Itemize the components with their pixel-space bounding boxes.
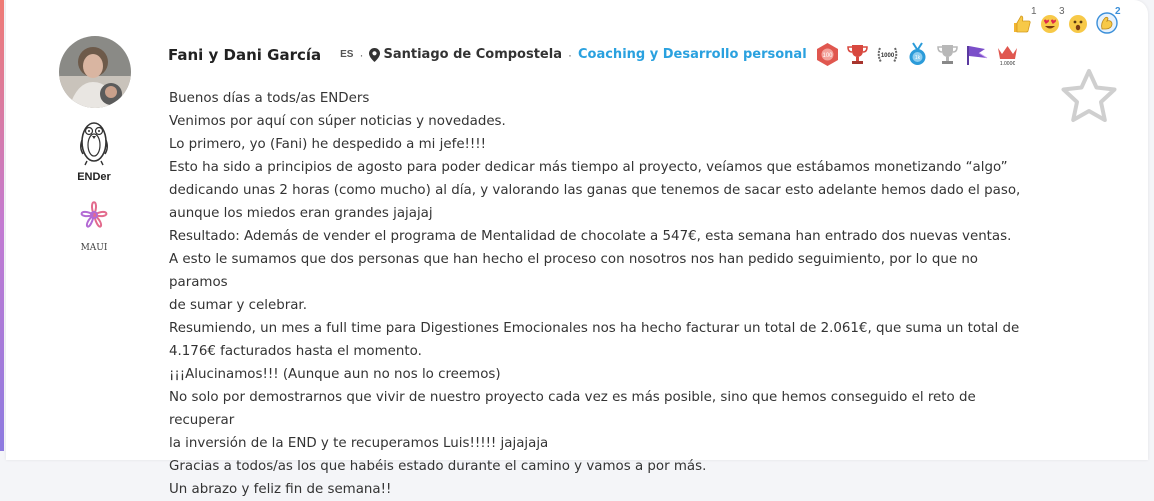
- flower-icon: [71, 194, 117, 238]
- accent-bar: [0, 0, 4, 451]
- heart-eyes-icon: [1040, 14, 1060, 34]
- ender-badge[interactable]: [63, 114, 125, 183]
- trophy-silver-icon: [935, 42, 960, 67]
- thumbs-up-icon: [1012, 14, 1032, 34]
- svg-text:100: 100: [822, 53, 833, 59]
- achievement-list: [815, 42, 1020, 67]
- reaction-flexed-arm[interactable]: [1096, 6, 1121, 34]
- location-pin-icon: [369, 48, 380, 62]
- post-line: Venimos por aquí con súper noticias y novedades.: [169, 114, 506, 129]
- location: [369, 47, 562, 62]
- medal-100-icon: [815, 42, 840, 67]
- svg-text:1000: 1000: [880, 53, 894, 59]
- maui-badge[interactable]: [63, 194, 125, 253]
- post-line: la inversión de la END y te recuperamos Luis!!!!! jajajaja: [169, 436, 549, 451]
- crown-1000-icon: [995, 42, 1020, 67]
- reaction-heart-eyes[interactable]: [1040, 6, 1065, 34]
- reaction-count: 2: [1115, 6, 1121, 17]
- post-line: Resultado: Además de vender el programa de Mentalidad de chocolate a 547€, esta semana han entrado dos nuevas ventas.: [169, 229, 1012, 244]
- post-line: Buenos días a tods/as ENDers: [169, 91, 370, 106]
- author-name[interactable]: Fani y Dani García: [168, 45, 322, 64]
- post-line: Un abrazo y feliz fin de semana!!: [169, 482, 392, 497]
- favorite-button[interactable]: [1060, 68, 1118, 129]
- svg-text:1k: 1k: [914, 55, 920, 61]
- post-line: Resumiendo, un mes a full time para Digestiones Emocionales nos ha hecho facturar un total de 2.061€, que suma un total de: [169, 321, 1020, 336]
- reaction-count: 3: [1059, 6, 1065, 17]
- post-line: No solo por demostrarnos que vivir de nuestro proyecto cada vez es más posible, sino que hemos conseguido el reto de recuperar: [169, 390, 976, 428]
- reaction-count: 1: [1031, 6, 1037, 17]
- post-body: [169, 87, 1039, 501]
- post-line: ¡¡¡Alucinamos!!! (Aunque aun no nos lo creemos): [169, 367, 501, 382]
- post-line: Esto ha sido a principios de agosto para poder dedicar más tiempo al proyecto, veíamos que estábamos monetizando “algo”: [169, 160, 1008, 175]
- penguin-icon: [77, 114, 111, 166]
- avatar[interactable]: [59, 36, 131, 108]
- laurel-1000-icon: [875, 42, 900, 67]
- ender-label: ENDer: [77, 171, 111, 183]
- post-header: [168, 42, 1020, 67]
- reaction-thumbs-up[interactable]: [1012, 6, 1037, 34]
- category-link[interactable]: Coaching y Desarrollo personal: [577, 47, 807, 62]
- post-line: A esto le sumamos que dos personas que han hecho el proceso con nosotros nos han pedido seguimiento, por lo que no paramos: [169, 252, 979, 290]
- separator: ·: [567, 47, 572, 62]
- svg-text:1.000€: 1.000€: [999, 61, 1015, 67]
- post-line: aunque los miedos eran grandes jajajaj: [169, 206, 433, 221]
- post-line: de sumar y celebrar.: [169, 298, 307, 313]
- location-text: Santiago de Compostela: [383, 47, 562, 62]
- post-line: Lo primero, yo (Fani) he despedido a mi jefe!!!!: [169, 137, 487, 152]
- post-line: dedicando unas 2 horas (como mucho) al día, y valorando las ganas que tenemos de sacar esto adelante hemos dado el paso,: [169, 183, 1021, 198]
- post-line: 4.176€ facturados hasta el momento.: [169, 344, 422, 359]
- separator: ·: [359, 47, 364, 62]
- reaction-bar: [1012, 6, 1121, 34]
- flag-purple-icon: [965, 42, 990, 67]
- reaction-surprised[interactable]: [1068, 8, 1090, 34]
- language-code: ES: [340, 49, 354, 60]
- maui-label: MAUI: [80, 243, 108, 253]
- surprised-icon: [1068, 14, 1088, 34]
- post-line: Gracias a todos/as los que habéis estado durante el camino y vamos a por más.: [169, 459, 707, 474]
- medal-blue-icon: [905, 42, 930, 67]
- star-icon: [1060, 68, 1118, 124]
- trophy-red-icon: [845, 42, 870, 67]
